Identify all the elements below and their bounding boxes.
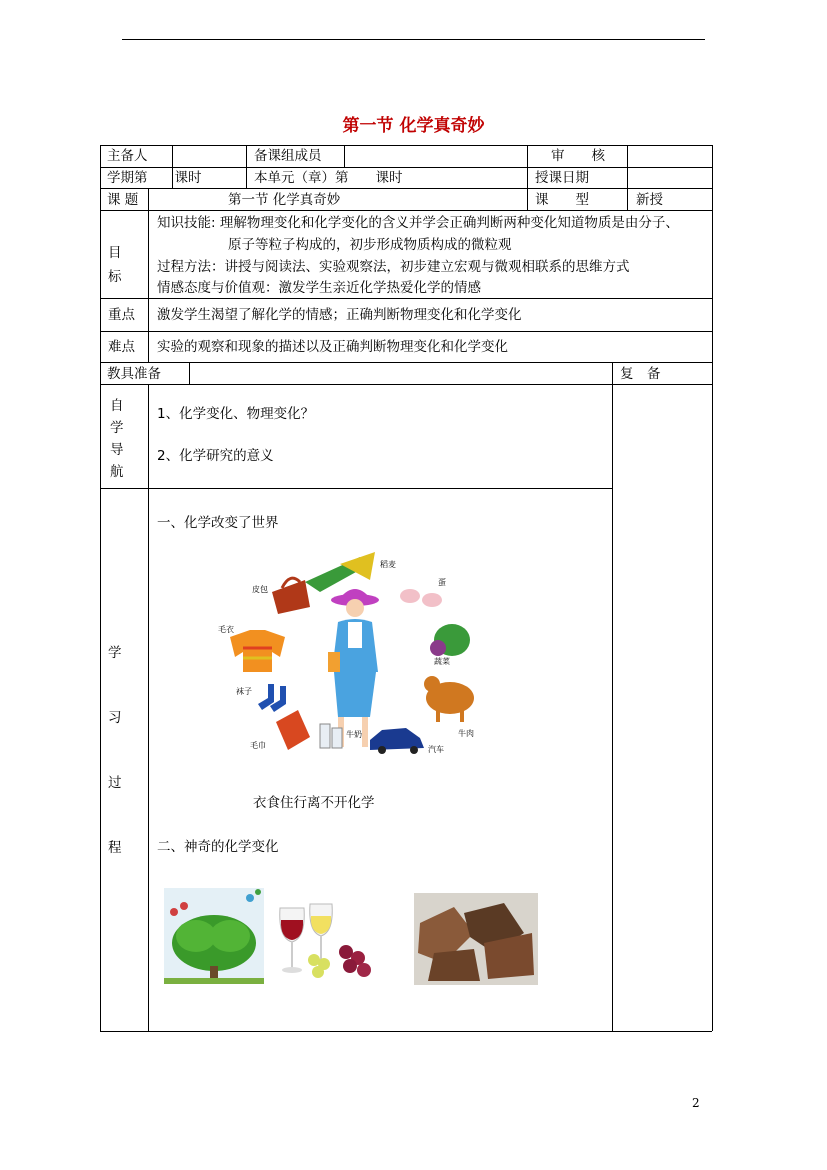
sweater-icon [230,630,285,672]
label-sweater: 毛衣 [218,625,234,634]
topic-label: 课 题 [107,192,139,208]
cow-icon [424,676,474,722]
review-column-label: 复 备 [620,366,661,382]
type-label: 课 型 [535,192,589,208]
objectives-label-2: 标 [108,269,122,285]
self-study-label-4: 航 [110,464,124,480]
semester-label: 学期第 课时 [107,170,202,186]
key-points-value: 激发学生渴望了解化学的情感；正确判断物理变化和化学变化 [157,307,522,323]
header-rule [122,39,705,40]
egg-icon [400,589,442,607]
rice-wheat-icon [305,552,375,592]
type-value: 新授 [636,192,663,208]
group-members-label: 备课组成员 [254,148,322,164]
vegetable-icon [430,624,470,656]
leather-bag-icon [272,578,310,614]
difficulties-value: 实验的观察和现象的描述以及正确判断物理变化和化学变化 [157,339,508,355]
label-vegetable: 蔬菜 [434,657,450,666]
label-socks: 袜子 [236,687,252,696]
objective-attitude: 情感态度与价值观：激发学生亲近化学热爱化学的情感 [157,280,481,296]
socks-icon [258,684,286,712]
towel-icon [276,710,310,750]
learning-label-1: 学 [108,645,122,661]
section-heading-1: 一、化学改变了世界 [157,515,279,531]
page-title: 第一节 化学真奇妙 [342,116,485,136]
self-study-question-1: 1、化学变化、物理变化？ [157,406,315,422]
tree-photo [164,888,264,984]
unit-label: 本单元（章）第 课时 [254,170,403,186]
woman-figure [328,589,379,747]
label-towel: 毛巾 [250,741,266,750]
label-rice: 稻麦 [380,560,396,569]
self-study-question-2: 2、化学研究的意义 [157,448,274,464]
materials-label: 教具准备 [107,366,161,382]
self-study-label-1: 自 [110,398,124,414]
learning-label-3: 过 [108,775,122,791]
daily-life-illustration [210,552,490,762]
difficulties-label: 难点 [108,339,135,355]
date-label: 授课日期 [535,170,589,186]
topic-value: 第一节 化学真奇妙 [228,192,341,208]
objective-process: 过程方法：讲授与阅读法、实验观察法，初步建立宏观与微观相联系的思维方式 [157,259,630,275]
figure-caption: 衣食住行离不开化学 [253,795,375,811]
car-icon [370,728,424,754]
section-heading-2: 二、神奇的化学变化 [157,839,279,855]
milk-bottles-icon [320,724,342,748]
label-egg: 蛋 [438,578,446,587]
learning-label-4: 程 [108,840,122,856]
label-milk: 牛奶 [346,730,362,739]
page-number: 2 [692,1096,700,1110]
self-study-label-3: 导 [110,442,124,458]
label-car: 汽车 [428,745,444,754]
objectives-label-1: 目 [108,245,122,261]
learning-label-2: 习 [108,710,122,726]
label-beef: 牛肉 [458,729,474,738]
wine-grapes-photo [274,888,390,988]
key-points-label: 重点 [108,307,135,323]
review-label: 审 核 [551,148,605,164]
label-bag: 皮包 [252,585,268,594]
rust-photo [414,893,538,985]
main-preparer-label: 主备人 [107,148,148,164]
objective-knowledge-cont: 原子等粒子构成的，初步形成物质构成的微粒观 [228,237,512,253]
self-study-label-2: 学 [110,420,124,436]
objective-knowledge: 知识技能: 理解物理变化和化学变化的含义并学会正确判断两种变化知道物质是由分子、 [157,215,679,231]
